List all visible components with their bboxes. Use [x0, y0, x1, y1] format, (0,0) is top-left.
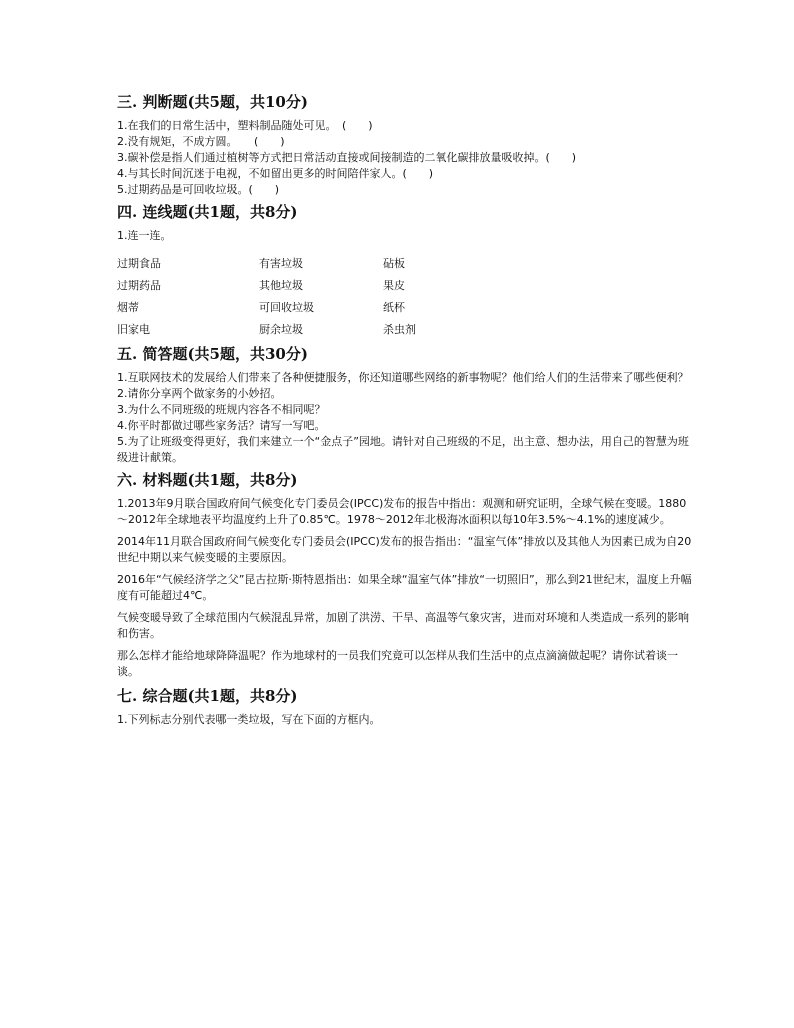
section-title: 七. 综合题(共1题，共8分) [117, 687, 298, 705]
section-title: 五. 简答题(共5题，共30分) [117, 345, 308, 363]
material-paragraph: 2014年11月联合国政府间气候变化专门委员会(IPCC)发布的报告指出：“温室气体”排放以及其他人为因素已成为自20世纪中期以来气候变暖的主要原因。 [117, 535, 692, 564]
exam-page [117, 92, 697, 728]
question: 3.为什么不同班级的班规内容各不相同呢？ [117, 403, 326, 416]
match-item: 过期药品 [117, 279, 161, 292]
match-row [117, 274, 697, 296]
question: 5.过期药品是可回收垃圾。( ) [117, 183, 280, 196]
match-object: 纸杯 [383, 301, 405, 314]
section-judge [117, 92, 697, 198]
match-row [117, 296, 697, 318]
section-title: 六. 材料题(共1题，共8分) [117, 471, 298, 489]
match-object: 砧板 [383, 257, 405, 270]
match-row [117, 252, 697, 274]
question: 2.请你分享两个做家务的小妙招。 [117, 387, 282, 400]
section-title: 三. 判断题(共5题，共10分) [117, 93, 308, 111]
material-paragraph: 那么怎样才能给地球降降温呢？作为地球村的一员我们究竟可以怎样从我们生活中的点点滴滴做起呢？请你试着谈一谈。 [117, 649, 678, 678]
match-category: 有害垃圾 [259, 257, 303, 270]
match-category: 其他垃圾 [259, 279, 303, 292]
question: 4.与其长时间沉迷于电视，不如留出更多的时间陪伴家人。( ) [117, 167, 434, 180]
material-paragraph: 2016年“气候经济学之父”昆古拉斯·斯特恩指出：如果全球“温室气体”排放“一切照旧”，那么到21世纪末，温度上升幅度有可能超过4℃。 [117, 573, 692, 602]
question: 1.连一连。 [117, 229, 172, 242]
match-category: 厨余垃圾 [259, 323, 303, 336]
question: 3.碳补偿是指人们通过植树等方式把日常活动直接或间接制造的二氧化碳排放量吸收掉。( ) [117, 151, 577, 164]
match-item: 旧家电 [117, 323, 150, 336]
section-match [117, 202, 697, 340]
question: 1.在我们的日常生活中，塑料制品随处可见。 ( ) [117, 119, 373, 132]
match-item: 烟蒂 [117, 301, 139, 314]
material-paragraph: 1.2013年9月联合国政府间气候变化专门委员会(IPCC)发布的报告中指出：观测和研究证明，全球气候在变暖。1880～2012年全球地表平均温度约上升了0.85℃。1978～2012年北极海冰面积以每10年3.5%～4.1%的速度减少。 [117, 497, 687, 526]
question: 2.没有规矩，不成方圆。 ( ) [117, 135, 285, 148]
question: 1.下列标志分别代表哪一类垃圾，写在下面的方框内。 [117, 713, 381, 726]
section-short-answer [117, 344, 697, 466]
material-paragraph: 气候变暖导致了全球范围内气候混乱异常，加剧了洪涝、干旱、高温等气象灾害，进而对环境和人类造成一系列的影响和伤害。 [117, 611, 689, 640]
question: 5.为了让班级变得更好，我们来建立一个“金点子”园地。请针对自己班级的不足，出主意、想办法，用自己的智慧为班级进计献策。 [117, 435, 689, 464]
match-item: 过期食品 [117, 257, 161, 270]
question: 4.你平时都做过哪些家务活？请写一写吧。 [117, 419, 326, 432]
match-row [117, 318, 697, 340]
match-object: 果皮 [383, 279, 405, 292]
section-material [117, 470, 697, 680]
section-title: 四. 连线题(共1题，共8分) [117, 203, 298, 221]
question: 1.互联网技术的发展给人们带来了各种便捷服务，你还知道哪些网络的新事物呢？他们给人们的生活带来了哪些便利？ [117, 371, 689, 384]
match-object: 杀虫剂 [383, 323, 416, 336]
section-comprehensive [117, 686, 697, 728]
match-category: 可回收垃圾 [259, 301, 314, 314]
